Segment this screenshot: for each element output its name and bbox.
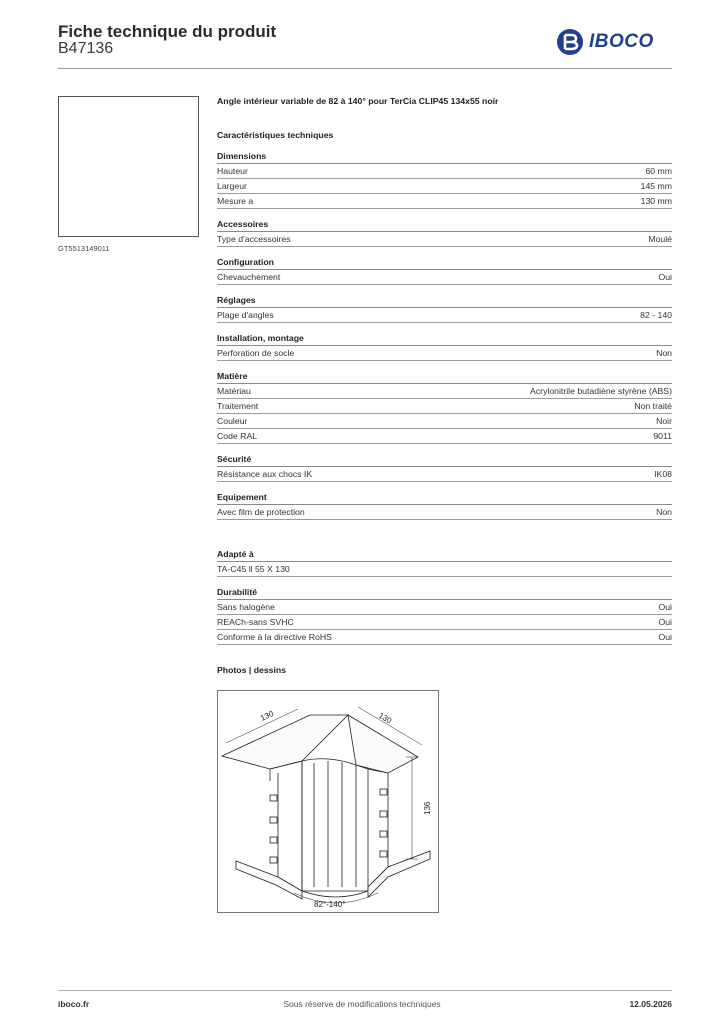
spec-row (217, 164, 672, 179)
durability-label: Sans halogène (217, 602, 275, 612)
spec-label: Code RAL (217, 431, 258, 441)
dim-left-label: 130 (259, 709, 275, 723)
spec-value: 145 mm (640, 181, 672, 191)
photos-title: Photos | dessins (217, 665, 287, 675)
spec-row (217, 467, 672, 482)
durability-value: Oui (658, 632, 672, 642)
product-code: B47136 (58, 40, 114, 57)
spec-row (217, 505, 672, 520)
spec-label: Type d'accessoires (217, 234, 291, 244)
dim-right-label: 130 (377, 710, 394, 726)
spec-group-title: Sécurité (217, 454, 672, 467)
spec-row (217, 399, 672, 414)
spec-label: Largeur (217, 181, 247, 191)
spec-value: IK08 (654, 469, 672, 479)
durability-row (217, 630, 672, 645)
spec-row (217, 346, 672, 361)
adapted-item: TA-C45 ll 55 X 130 (217, 562, 672, 577)
spec-value: Non (656, 507, 672, 517)
adapted-title: Adapté à (217, 549, 672, 562)
spec-group-title: Configuration (217, 257, 672, 270)
spec-value: Acrylonitrile butadiène styrène (ABS) (530, 386, 672, 396)
spec-group-title: Réglages (217, 295, 672, 308)
spec-group-title: Installation, montage (217, 333, 672, 346)
spec-value: 130 mm (640, 196, 672, 206)
footer-website-link[interactable]: iboco.fr (58, 999, 90, 1009)
durability-value: Oui (658, 602, 672, 612)
spec-label: Perforation de socle (217, 348, 295, 358)
spec-row (217, 194, 672, 209)
spec-group (217, 295, 672, 323)
dim-angle-label: 82°-140° (314, 900, 346, 909)
spec-label: Hauteur (217, 166, 248, 176)
spec-value: 82 - 140 (640, 310, 672, 320)
product-title: Angle intérieur variable de 82 à 140° pour TerCia CLIP45 134x55 noir (217, 96, 499, 106)
durability-value: Oui (658, 617, 672, 627)
brand-logo[interactable] (556, 28, 654, 56)
iboco-logo-icon (556, 28, 584, 56)
spec-group (217, 219, 672, 247)
spec-value: Noir (656, 416, 672, 426)
spec-group (217, 333, 672, 361)
spec-group (217, 257, 672, 285)
spec-label: Traitement (217, 401, 259, 411)
spec-label: Avec film de protection (217, 507, 305, 517)
spec-row (217, 232, 672, 247)
spec-row (217, 179, 672, 194)
spec-groups (217, 151, 672, 520)
spec-row (217, 414, 672, 429)
spec-row (217, 308, 672, 323)
product-drawing (217, 690, 439, 913)
durability-row (217, 600, 672, 615)
spec-group (217, 151, 672, 209)
spec-label: Plage d'angles (217, 310, 274, 320)
spec-value: Oui (658, 272, 672, 282)
durability-label: Conforme à la directive RoHS (217, 632, 332, 642)
spec-row (217, 384, 672, 399)
spec-value: 9011 (653, 431, 672, 441)
spec-group-title: Equipement (217, 492, 672, 505)
footer-divider (58, 990, 672, 991)
spec-group (217, 492, 672, 520)
image-code: GT5513149011 (58, 244, 110, 253)
footer-date: 12.05.2026 (629, 999, 672, 1009)
spec-value: 60 mm (645, 166, 672, 176)
spec-row (217, 270, 672, 285)
durability-label: REACh-sans SVHC (217, 617, 294, 627)
spec-content (217, 96, 672, 675)
durability-row (217, 615, 672, 630)
spec-label: Couleur (217, 416, 248, 426)
spec-value: Non traité (634, 401, 672, 411)
spec-row (217, 429, 672, 444)
spec-label: Mesure a (217, 196, 254, 206)
spec-group-title: Matière (217, 371, 672, 384)
page-title: Fiche technique du produit (58, 22, 277, 41)
product-image-frame (58, 96, 199, 237)
specs-heading: Caractéristiques techniques (217, 130, 334, 140)
spec-label: Chevauchement (217, 272, 281, 282)
spec-group-title: Accessoires (217, 219, 672, 232)
corner-drawing-icon (218, 691, 438, 912)
spec-value: Moulé (648, 234, 672, 244)
spec-label: Résistance aux chocs IK (217, 469, 313, 479)
spec-group-title: Dimensions (217, 151, 672, 164)
logo-text: IBOCO (589, 31, 654, 52)
header-divider (58, 68, 672, 69)
footer-disclaimer: Sous réserve de modifications techniques (283, 999, 441, 1009)
spec-value: Non (656, 348, 672, 358)
adapted-section (217, 549, 672, 577)
durability-section (217, 587, 672, 645)
spec-label: Matériau (217, 386, 251, 396)
dim-height-label: 136 (423, 801, 432, 815)
spec-group (217, 371, 672, 444)
durability-title: Durabilité (217, 587, 672, 600)
spec-group (217, 454, 672, 482)
